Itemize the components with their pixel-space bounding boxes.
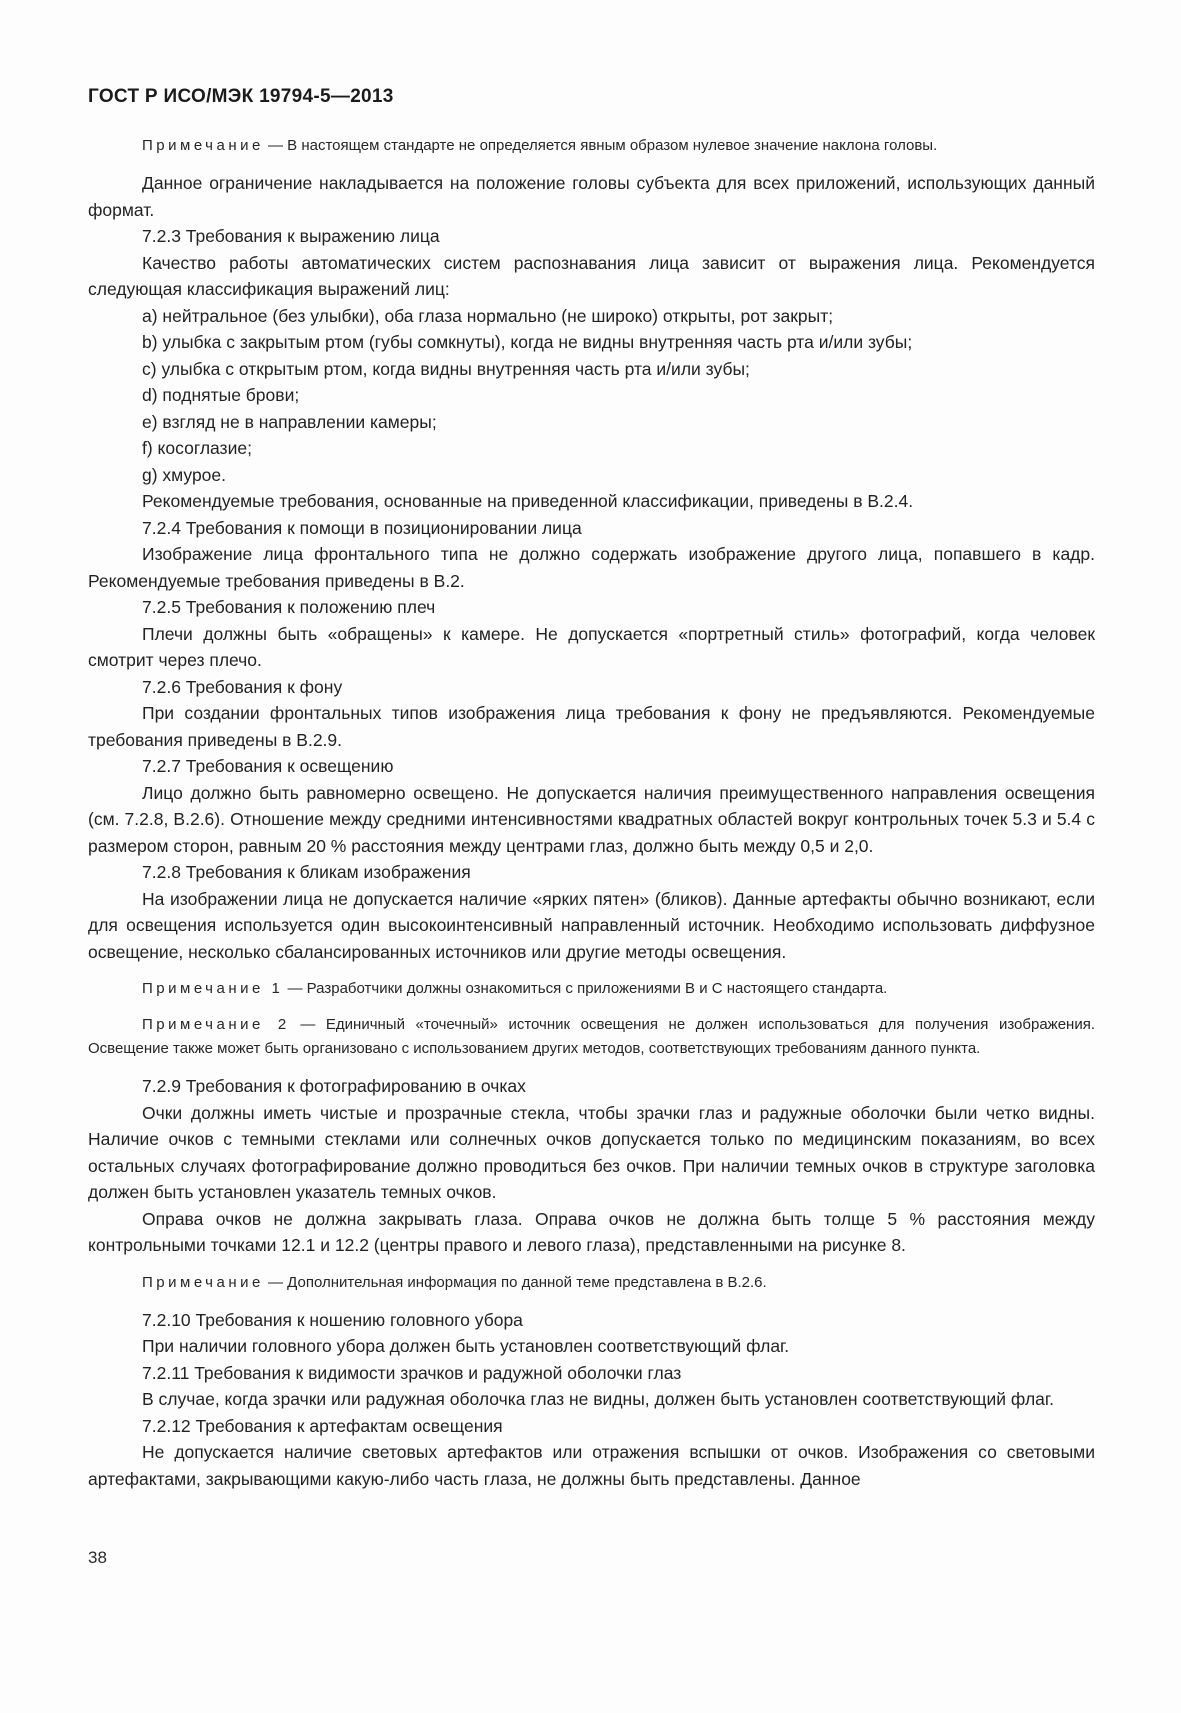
section-heading: 7.2.11 Требования к видимости зрачков и радужной оболочки глаз <box>142 1362 682 1383</box>
list-item: e) взгляд не в направлении камеры; <box>142 411 437 432</box>
paragraph: Рекомендуемые требования, основанные на приведенной классификации, приведены в В.2.4. <box>142 491 914 511</box>
list-item: d) поднятые брови; <box>142 385 300 405</box>
note-label: Примечание 2 <box>142 1016 290 1033</box>
paragraph: Данное ограничение накладывается на положение головы субъекта для всех приложений, использующих данный формат. <box>88 173 1095 220</box>
paragraph: В случае, когда зрачки или радужная оболочка глаз не видны, должен быть установлен соответствующий флаг. <box>142 1389 1054 1409</box>
paragraph: Не допускается наличие световых артефактов или отражения вспышки от очков. Изображения со световыми артефактами, закрывающими какую-либо часть глаза, не должны быть представлены. Данное <box>88 1442 1095 1489</box>
note: Примечание — Дополнительная информация по данной теме представлена в В.2.6. <box>142 1273 767 1291</box>
section-heading: 7.2.12 Требования к артефактам освещения <box>142 1415 503 1436</box>
list-item: c) улыбка с открытым ртом, когда видны внутренняя часть рта и/или зубы; <box>142 358 750 379</box>
list-item: b) улыбка с закрытым ртом (губы сомкнуты), когда не видны внутренняя часть рта и/или зубы; <box>142 332 913 352</box>
section-heading: 7.2.8 Требования к бликам изображения <box>142 862 471 882</box>
note-label: Примечание 1 <box>142 980 284 997</box>
section-heading: 7.2.5 Требования к положению плеч <box>142 597 436 617</box>
list-item: a) нейтральное (без улыбки), оба глаза нормально (не широко) открыты, рот закрыт; <box>142 305 834 326</box>
list-item: g) хмурое. <box>142 464 227 485</box>
section-heading: 7.2.6 Требования к фону <box>142 676 343 697</box>
page-number: 38 <box>88 1548 107 1567</box>
paragraph: При наличии головного убора должен быть установлен соответствующий флаг. <box>142 1336 790 1356</box>
document-body <box>88 134 1095 1492</box>
paragraph: Лицо должно быть равномерно освещено. Не допускается наличия преимущественного направления освещения (см. 7.2.8, В.2.6). Отношение между средними интенсивностями квадратных областей вокруг контрольных точек 5.3 и 5.4 с размером сторон, равным 20 % расстояния между центрами глаз, должно быть между 0,5 и 2,0. <box>88 782 1095 856</box>
note-label: Примечание <box>142 1273 264 1291</box>
paragraph: Изображение лица фронтального типа не должно содержать изображение другого лица, попавшего в кадр. Рекомендуемые требования приведены в В.2. <box>88 544 1095 591</box>
section-heading: 7.2.3 Требования к выражению лица <box>142 226 440 246</box>
paragraph: Оправа очков не должна закрывать глаза. Оправа очков не должна быть толще 5 % расстояния между контрольными точками 12.1 и 12.2 (центры правого и левого глаза), представленными на рисунке 8. <box>88 1208 1095 1255</box>
paragraph: Очки должны иметь чистые и прозрачные стекла, чтобы зрачки глаз и радужные оболочки были четко видны. Наличие очков с темными стеклами или солнечных очков допускается только по медицинским показаниям, во всех остальных случаях фотографирование должно проводиться без очков. При наличии темных очков в структуре заголовка должен быть установлен указатель темных очков. <box>88 1102 1095 1202</box>
note: Примечание — В настоящем стандарте не определяется явным образом нулевое значение наклона головы. <box>142 137 938 154</box>
paragraph: При создании фронтальных типов изображения лица требования к фону не предъявляются. Рекомендуемые требования приведены в В.2.9. <box>88 703 1095 750</box>
section-heading: 7.2.4 Требования к помощи в позиционировании лица <box>142 517 582 538</box>
document-header-title: ГОСТ Р ИСО/МЭК 19794-5—2013 <box>88 86 394 107</box>
paragraph: Плечи должны быть «обращены» к камере. Не допускается «портретный стиль» фотографий, когда человек смотрит через плечо. <box>88 623 1095 670</box>
section-heading: 7.2.7 Требования к освещению <box>142 756 394 776</box>
note: Примечание 2 — Единичный «точечный» источник освещения не должен использоваться для получения изображения. Освещение также может быть организовано с использованием других методов, соответствующих требованиям данного пункта. <box>88 1016 1095 1057</box>
paragraph: Качество работы автоматических систем распознавания лица зависит от выражения лица. Рекомендуется следующая классификация выражений лиц: <box>88 252 1095 299</box>
section-heading: 7.2.10 Требования к ношению головного убора <box>142 1309 523 1330</box>
list-item: f) косоглазие; <box>142 438 252 458</box>
paragraph: На изображении лица не допускается наличие «ярких пятен» (бликов). Данные артефакты обычно возникают, если для освещения используется один высокоинтенсивный направленный источник. Необходимо использовать диффузное освещение, несколько сбалансированных источников или другие методы освещения. <box>88 888 1095 962</box>
note-label: Примечание <box>142 137 264 154</box>
note: Примечание 1 — Разработчики должны ознакомиться с приложениями В и С настоящего стандарта. <box>142 980 888 997</box>
section-heading: 7.2.9 Требования к фотографированию в очках <box>142 1076 526 1096</box>
